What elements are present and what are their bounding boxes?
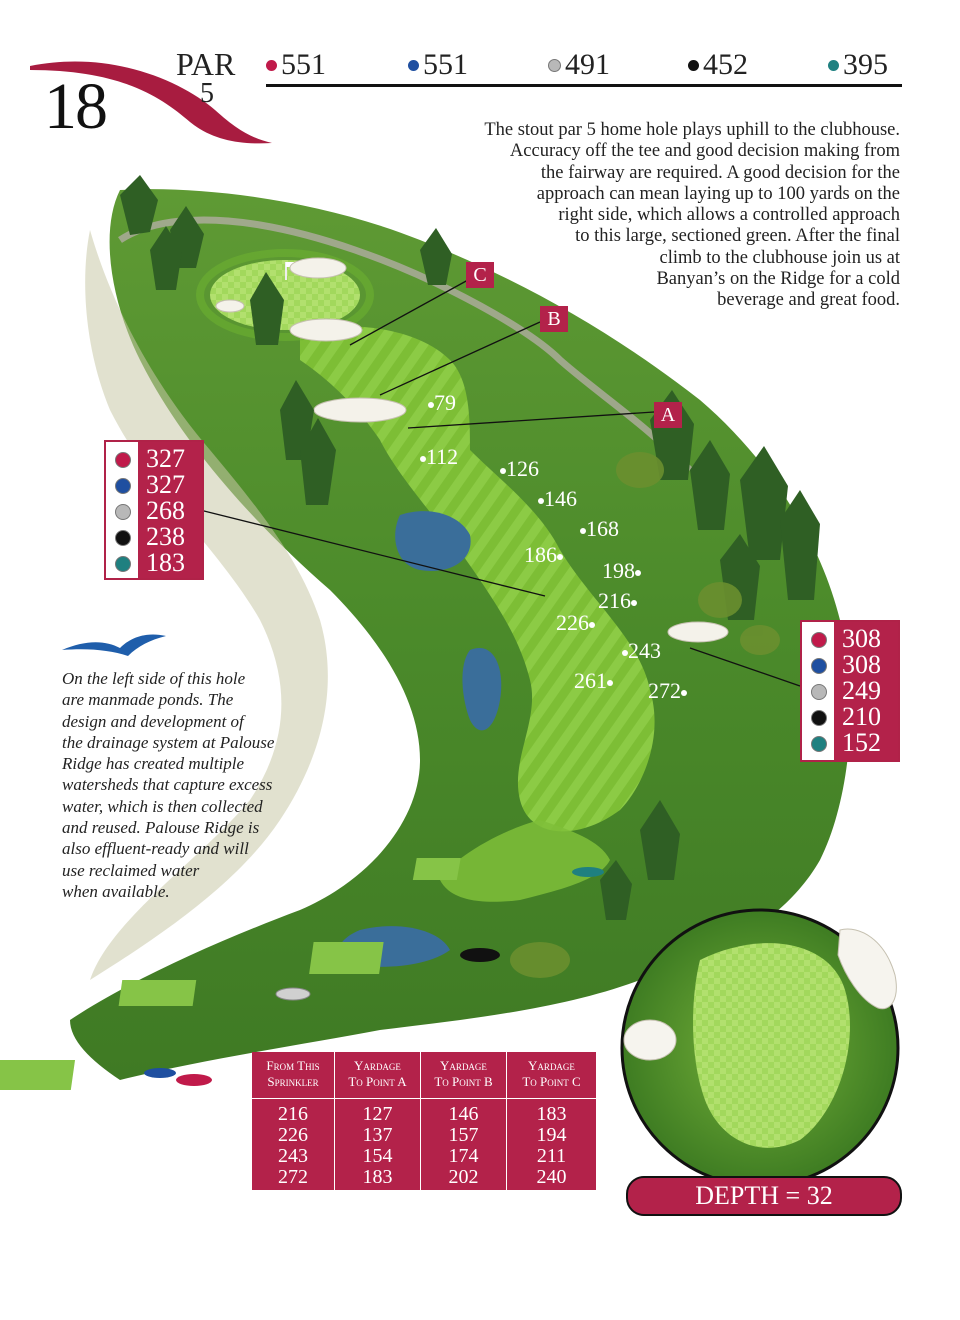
box-yardage: 249 [842, 676, 881, 705]
tee-yardage: 395 [843, 48, 888, 81]
box-yardage: 327 [146, 470, 185, 499]
black-tee-icon [115, 530, 131, 546]
yardage-value: 186 [524, 542, 557, 567]
yardage-value: 79 [434, 390, 456, 415]
table-cell: 154 [362, 1145, 393, 1167]
header-line: Yardage [440, 1058, 487, 1073]
par-value: 5 [200, 78, 214, 109]
note-line: water, which is then collected [62, 796, 263, 816]
bunker [216, 300, 244, 312]
green-tee-icon [115, 556, 131, 572]
yardage-label [648, 680, 687, 702]
sprinkler-dot-icon [681, 690, 687, 696]
table-cell: 137 [362, 1124, 393, 1146]
table-header [421, 1058, 506, 1090]
white-tee-icon [548, 59, 561, 72]
note-line: watersheds that capture excess [62, 775, 273, 795]
red-tee-icon [811, 632, 827, 648]
table-cell: 211 [536, 1145, 567, 1167]
sprinkler-dot-icon [557, 554, 563, 560]
tee-blue [408, 50, 468, 80]
table-cell: 157 [448, 1124, 479, 1146]
bunker [290, 319, 362, 341]
box-yardage: 308 [842, 650, 881, 679]
tee-box [119, 980, 197, 1006]
blue-tee-icon [408, 60, 419, 71]
header-line: Yardage [528, 1058, 575, 1073]
table-cell: 146 [448, 1103, 479, 1125]
box-yardage: 308 [842, 624, 881, 653]
description-line: approach can mean laying up to 100 yards on the [536, 183, 900, 204]
left-yardage-box [104, 440, 204, 580]
note-line: also effluent-ready and will [62, 839, 249, 859]
tee-marker-black [460, 948, 500, 962]
tee-color-column [106, 442, 138, 578]
description-line: The stout par 5 home hole plays uphill to the clubhouse. [484, 120, 900, 140]
header-line: To Point C [522, 1074, 581, 1089]
yardage-label [622, 640, 661, 662]
description-line: beverage and great food. [717, 290, 900, 311]
sprinkler-dot-icon [607, 680, 613, 686]
header-rule [266, 84, 902, 87]
box-yardage: 152 [842, 728, 881, 757]
yardage-label [428, 392, 456, 414]
yardage-value: 216 [598, 588, 631, 613]
note-line: and reused. Palouse Ridge is [62, 818, 260, 838]
sprinkler-dot-icon [631, 600, 637, 606]
yardage-column [834, 622, 898, 760]
box-yardage: 268 [146, 496, 185, 525]
sprinkler-dot-icon [589, 622, 595, 628]
tee-box [309, 942, 383, 974]
yardage-value: 226 [556, 610, 589, 635]
description-line: the fairway are required. A good decision for the [540, 162, 900, 183]
yardage-label [538, 488, 577, 510]
description-line: to this large, sectioned green. After the final [575, 226, 900, 247]
table-cell: 183 [362, 1166, 393, 1188]
note-line: are manmade ponds. The [62, 690, 234, 710]
white-tee-icon [811, 684, 827, 700]
table-cell: 240 [536, 1166, 567, 1188]
yardage-label [524, 544, 563, 566]
marker-b: B [540, 306, 568, 332]
pond-note [62, 668, 342, 902]
box-yardage: 238 [146, 522, 185, 551]
yardage-value: 272 [648, 678, 681, 703]
table-cell: 202 [448, 1166, 479, 1188]
note-line: the drainage system at Palouse [62, 732, 275, 752]
table-cell: 183 [536, 1103, 567, 1125]
black-tee-icon [688, 60, 699, 71]
bunker [314, 398, 406, 422]
tee-green [828, 50, 888, 80]
yardage-column [138, 442, 202, 578]
table-column-point-b [421, 1052, 506, 1190]
hole-number: 18 [44, 70, 106, 143]
table-cell: 272 [278, 1166, 308, 1188]
tee-red [266, 50, 326, 80]
note-line: when available. [62, 881, 170, 901]
yardage-value: 243 [628, 638, 661, 663]
par-label: PAR [176, 46, 236, 82]
note-line: Ridge has created multiple [62, 754, 245, 774]
yardage-label [556, 612, 595, 634]
description-line: Accuracy off the tee and good decision making from [509, 141, 900, 162]
tee-yardage: 491 [565, 48, 610, 81]
blue-tee-icon [811, 658, 827, 674]
yardage-label [602, 560, 641, 582]
yardage-value: 198 [602, 558, 635, 583]
header-line: Yardage [354, 1058, 401, 1073]
table-cell: 243 [278, 1145, 308, 1167]
description-line: Banyan’s on the Ridge for a cold [656, 269, 900, 290]
green-detail-bunker [624, 1020, 676, 1060]
box-yardage: 210 [842, 702, 881, 731]
tee-black [688, 50, 748, 80]
bunker [668, 622, 728, 642]
yardage-label [420, 446, 458, 468]
tee-marker-red [176, 1074, 212, 1086]
sprinkler-dot-icon [635, 570, 641, 576]
right-yardage-box [800, 620, 900, 762]
green-depth-badge: DEPTH = 32 [626, 1176, 902, 1216]
table-header [252, 1058, 334, 1090]
green-tee-icon [811, 736, 827, 752]
tee-color-column [802, 622, 834, 760]
box-yardage: 327 [146, 444, 185, 473]
red-tee-icon [266, 60, 277, 71]
note-line: use reclaimed water [62, 860, 200, 880]
hole-description [330, 120, 900, 312]
yardage-label [500, 458, 539, 480]
yardage-label [574, 670, 613, 692]
yardage-value: 261 [574, 668, 607, 693]
tee-box [413, 858, 461, 880]
yardage-value: 168 [586, 516, 619, 541]
description-line: right side, which allows a controlled approach [558, 205, 900, 226]
blue-tee-icon [115, 478, 131, 494]
marker-a: A [654, 402, 682, 428]
yardage-value: 126 [506, 456, 539, 481]
tee-yardage: 551 [281, 48, 326, 81]
table-header [335, 1058, 420, 1090]
table-cell: 194 [536, 1124, 567, 1146]
tee-marker-blue [144, 1068, 176, 1078]
yardage-label [580, 518, 619, 540]
marker-c: C [466, 262, 494, 288]
note-line: design and development of [62, 711, 244, 731]
white-tee-icon [115, 504, 131, 520]
yardage-label [598, 590, 637, 612]
tee-box [0, 1060, 75, 1090]
table-header [507, 1058, 596, 1090]
tee-yardage: 551 [423, 48, 468, 81]
header-line: Sprinkler [267, 1074, 319, 1089]
black-tee-icon [811, 710, 827, 726]
header-line: From This [266, 1058, 320, 1073]
tee-yardages [266, 50, 902, 84]
table-cell: 174 [448, 1145, 479, 1167]
red-tee-icon [115, 452, 131, 468]
table-column-point-c [507, 1052, 596, 1190]
tee-marker-white [276, 988, 310, 1000]
yardage-value: 146 [544, 486, 577, 511]
yardage-value: 112 [426, 444, 459, 469]
description-line: climb to the clubhouse join us at [659, 247, 900, 268]
tee-white [548, 50, 610, 80]
bird-icon [62, 635, 166, 657]
table-column-point-a [335, 1052, 420, 1190]
note-line: On the left side of this hole [62, 669, 246, 688]
table-cell: 127 [362, 1103, 393, 1125]
table-cell: 216 [278, 1103, 308, 1125]
header-line: To Point A [348, 1074, 407, 1089]
header-line: To Point B [434, 1074, 493, 1089]
sprinkler-yardage-table [252, 1052, 596, 1190]
table-cell: 226 [278, 1124, 308, 1146]
box-yardage: 183 [146, 548, 185, 577]
table-column-sprinkler [252, 1052, 334, 1190]
tee-marker-green [572, 867, 604, 877]
green-tee-icon [828, 60, 839, 71]
tee-yardage: 452 [703, 48, 748, 81]
